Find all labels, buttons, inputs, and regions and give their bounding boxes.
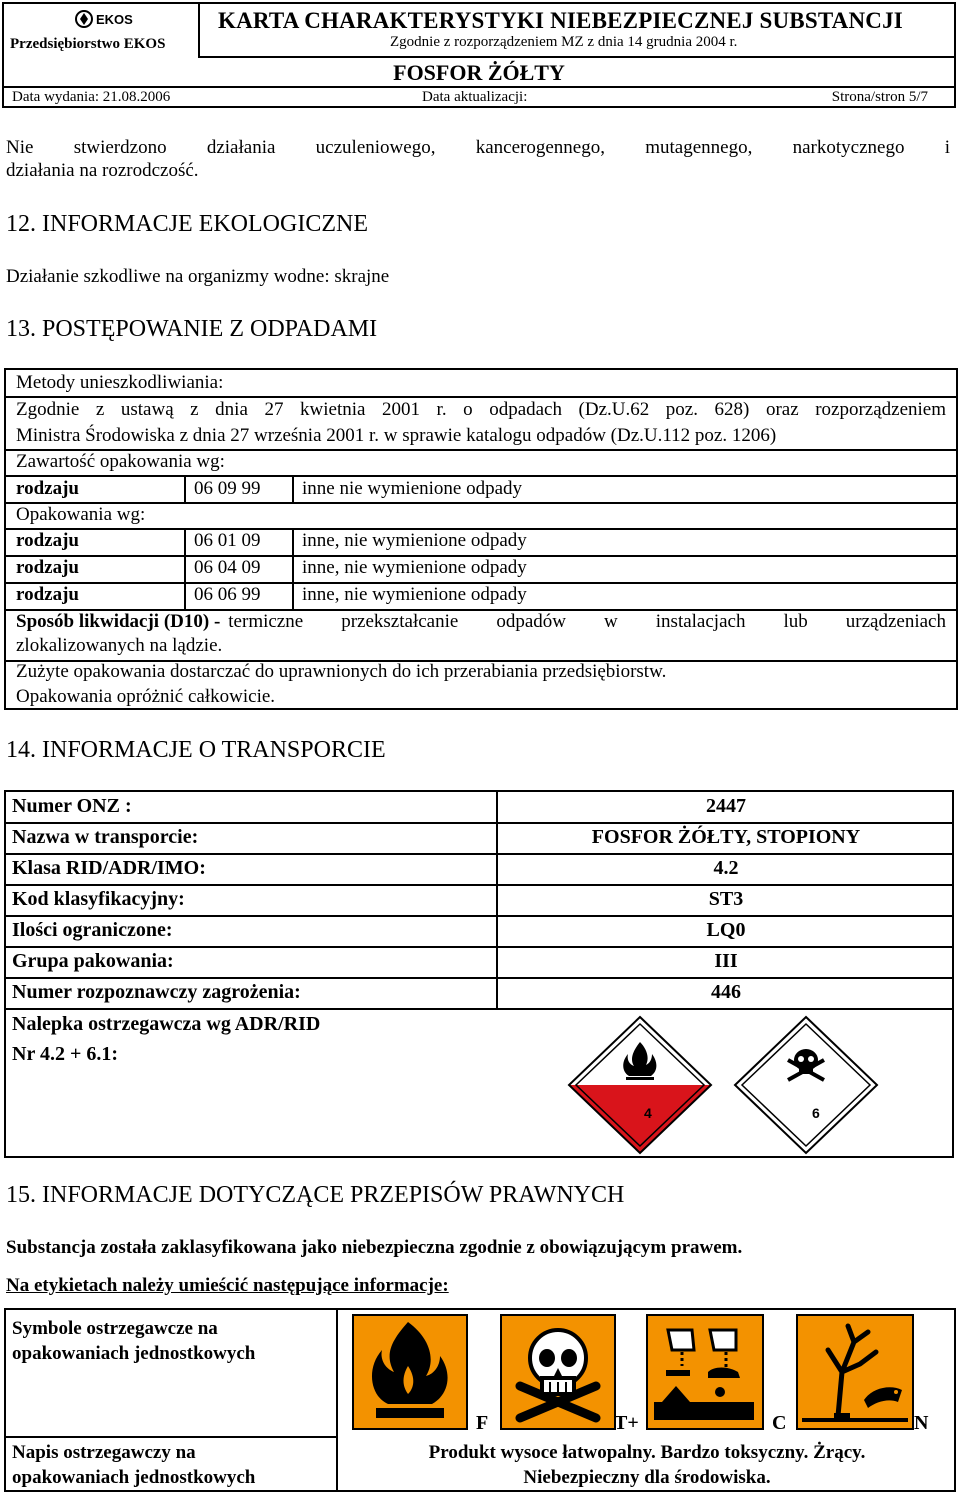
transport-value-7: 446	[711, 981, 741, 1003]
transport-value-2: FOSFOR ŻÓŁTY, STOPIONY	[591, 826, 861, 848]
transport-value-5: LQ0	[706, 919, 746, 941]
classification-statement: Substancja została zaklasyfikowana jako niebezpieczna zgodnie z obowiązującym prawem.	[6, 1237, 743, 1258]
adr-label-line-2: Nr 4.2 + 6.1:	[12, 1043, 119, 1065]
company-name: Przedsiębiorstwo EKOS	[10, 36, 166, 52]
disposal-text: termiczne przekształcanie odpadów w instalacjach lub urządzeniach	[228, 611, 946, 632]
packaging-code-3: 06 06 99	[194, 584, 261, 605]
adr-diamond-4-2	[566, 1014, 714, 1162]
transport-value-6: III	[714, 950, 738, 972]
disposal-label: Sposób likwidacji (D10) -	[16, 611, 221, 632]
update-date: Data aktualizacji:	[422, 89, 528, 105]
inscription-label-line-1: Napis ostrzegawczy na	[12, 1442, 196, 1463]
label-table	[4, 1308, 956, 1492]
transport-label-6: Grupa pakowania:	[12, 950, 174, 972]
symbol-very-toxic	[500, 1314, 616, 1430]
symbol-code-n: N	[914, 1412, 929, 1434]
intro-line-1: Nie stwierdzono działania uczuleniowego, kancerogennego, mutagennego, narkotycznego i	[6, 137, 950, 158]
svg-text:4: 4	[644, 1105, 652, 1121]
transport-value-3: 4.2	[713, 857, 739, 879]
section-14-heading: 14. INFORMACJE O TRANSPORCIE	[6, 737, 386, 763]
packaging-kind-1: rodzaju	[16, 530, 79, 551]
methods-label: Metody unieszkodliwiania:	[16, 372, 224, 393]
substance-name: FOSFOR ŻÓŁTY	[393, 60, 565, 85]
skull-icon	[502, 1316, 614, 1428]
packaging-note-2: Opakowania opróżnić całkowicie.	[16, 686, 276, 707]
title-cell	[200, 4, 954, 58]
content-kind: rodzaju	[16, 478, 79, 499]
eco-effect-label: Działanie szkodliwe na organizmy wodne:	[6, 266, 330, 287]
company-logo-cell	[4, 4, 200, 58]
disposal-line-2: zlokalizowanych na lądzie.	[16, 635, 223, 656]
packaging-desc-2: inne, nie wymienione odpady	[302, 557, 527, 578]
label-info-heading: Na etykietach należy umieścić następujące informacje:	[6, 1275, 449, 1296]
transport-label-3: Klasa RID/ADR/IMO:	[12, 857, 206, 879]
inscription-line-1: Produkt wysoce łatwopalny. Bardzo toksyczny. Żrący.	[428, 1442, 866, 1463]
svg-text:EKOS: EKOS	[96, 12, 133, 27]
transport-value-4: ST3	[708, 888, 744, 910]
symbol-code-c: C	[772, 1412, 787, 1434]
law-line-1: Zgodnie z ustawą z dnia 27 kwietnia 2001 r. o odpadach (Dz.U.62 poz. 628) oraz rozporządzeniem	[16, 399, 946, 420]
packaging-code-1: 06 01 09	[194, 530, 261, 551]
eco-effect-value: skrajne	[334, 266, 390, 287]
waste-box	[4, 368, 958, 710]
issue-date: Data wydania: 21.08.2006	[12, 89, 171, 105]
transport-label-5: Ilości ograniczone:	[12, 919, 173, 941]
section-12-heading: 12. INFORMACJE EKOLOGICZNE	[6, 211, 368, 237]
packaging-label: Opakowania wg:	[16, 504, 146, 525]
content-label: Zawartość opakowania wg:	[16, 451, 225, 472]
dead-tree-icon	[798, 1316, 912, 1428]
symbol-environment	[796, 1314, 914, 1430]
transport-label-2: Nazwa w transporcie:	[12, 826, 199, 848]
eco-effect	[6, 266, 389, 288]
svg-text:6: 6	[812, 1105, 820, 1121]
symbols-label-line-2: opakowaniach jednostkowych	[12, 1343, 256, 1364]
document-header	[2, 2, 956, 108]
symbol-corrosive	[646, 1314, 764, 1430]
symbol-code-t-plus: T+	[614, 1412, 639, 1434]
inscription-line-2: Niebezpieczny dla środowiska.	[523, 1467, 771, 1488]
section-13-heading: 13. POSTĘPOWANIE Z ODPADAMI	[6, 316, 378, 342]
ekos-logo-icon	[74, 8, 144, 30]
transport-value-1: 2447	[706, 795, 746, 817]
packaging-note-1: Zużyte opakowania dostarczać do uprawnionych do ich przerabiania przedsiębiorstw.	[16, 661, 667, 682]
transport-label-1: Numer ONZ :	[12, 795, 132, 817]
document-title: KARTA CHARAKTERYSTYKI NIEBEZPIECZNEJ SUBSTANCJI	[218, 8, 903, 33]
disposal-method	[16, 611, 946, 657]
page-number: Strona/stron 5/7	[831, 89, 928, 105]
symbol-code-f: F	[476, 1412, 489, 1434]
packaging-desc-3: inne, nie wymienione odpady	[302, 584, 527, 605]
content-code: 06 09 99	[194, 478, 261, 499]
substance-cell	[4, 58, 954, 88]
packaging-kind-2: rodzaju	[16, 557, 79, 578]
law-line-2: Ministra Środowiska z dnia 27 września 2001 r. w sprawie katalogu odpadów (Dz.U.112 poz. 1206)	[16, 425, 777, 446]
packaging-desc-1: inne, nie wymienione odpady	[302, 530, 527, 551]
adr-label-line-1: Nalepka ostrzegawcza wg ADR/RID	[12, 1013, 321, 1035]
symbol-flammable	[352, 1314, 468, 1430]
corrosive-icon	[648, 1316, 762, 1428]
inscription-label-line-2: opakowaniach jednostkowych	[12, 1467, 256, 1488]
symbols-label-line-1: Symbole ostrzegawcze na	[12, 1318, 218, 1339]
transport-label-4: Kod klasyfikacyjny:	[12, 888, 185, 910]
flame-icon	[354, 1316, 466, 1428]
packaging-code-2: 06 04 09	[194, 557, 261, 578]
disposal-line-1	[16, 611, 946, 633]
compliance-note: Zgodnie z rozporządzeniem MZ z dnia 14 grudnia 2004 r.	[390, 34, 738, 50]
transport-label-7: Numer rozpoznawczy zagrożenia:	[12, 981, 301, 1003]
packaging-kind-3: rodzaju	[16, 584, 79, 605]
adr-diamond-6-1	[732, 1014, 880, 1162]
intro-line-2: działania na rozrodczość.	[6, 160, 199, 181]
content-desc: inne nie wymienione odpady	[302, 478, 523, 499]
section-15-heading: 15. INFORMACJE DOTYCZĄCE PRZEPISÓW PRAWNYCH	[6, 1182, 625, 1208]
dates-row	[4, 88, 954, 108]
transport-table	[4, 790, 954, 1158]
